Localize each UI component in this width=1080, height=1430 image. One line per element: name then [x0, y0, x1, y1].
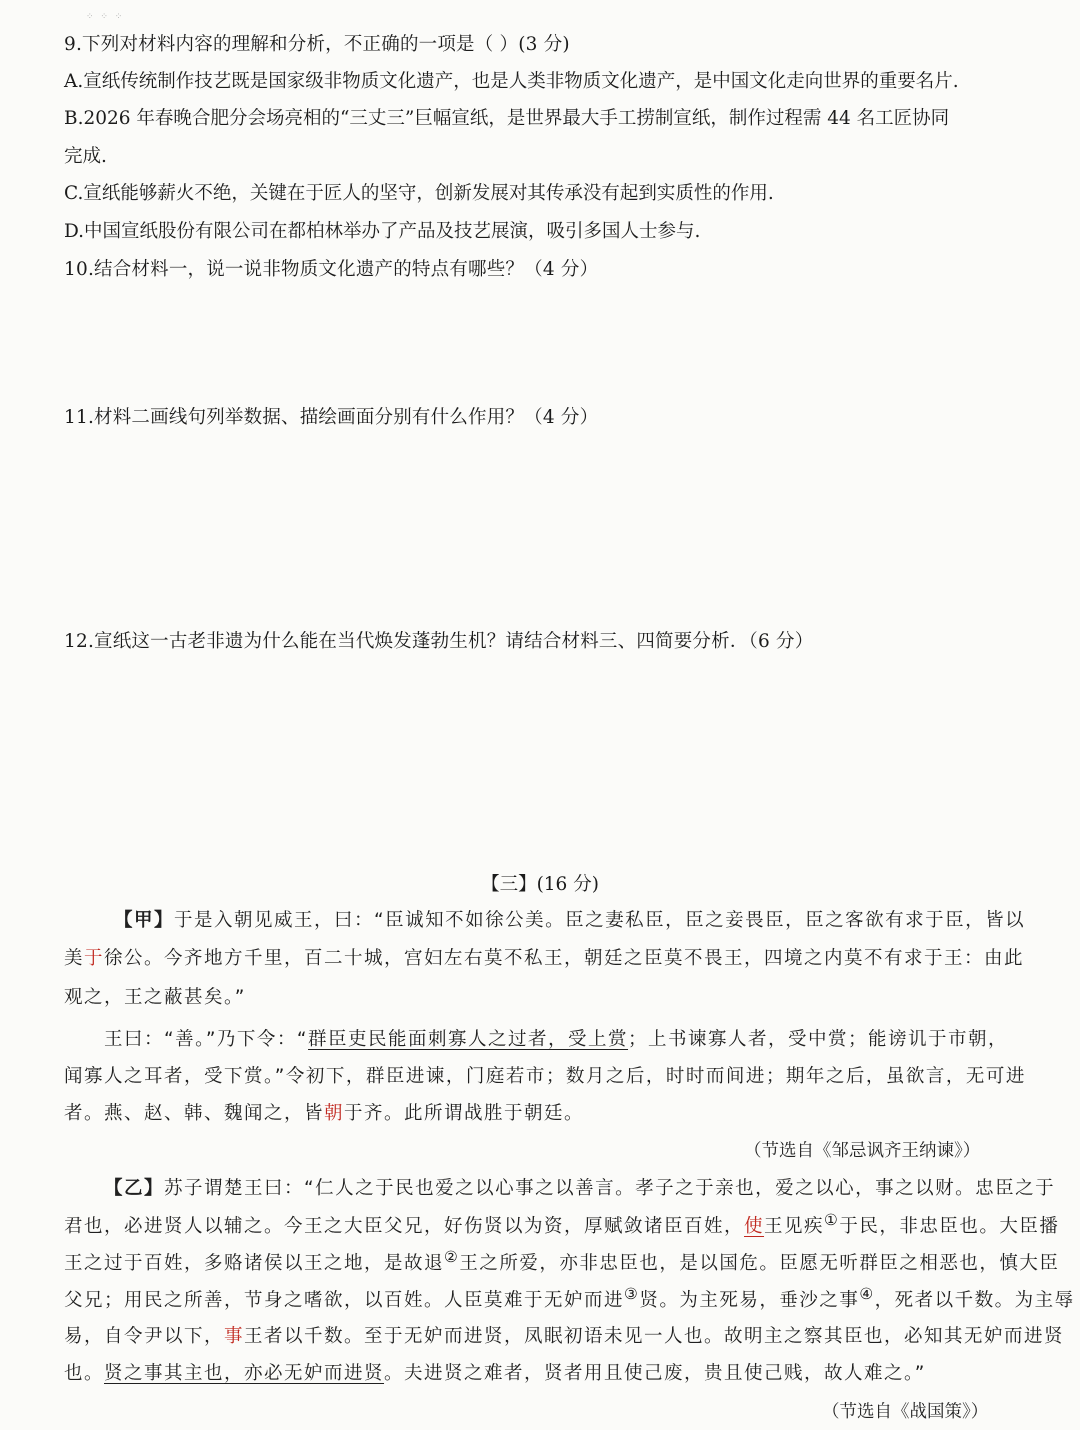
- yi-line-4: 父兄；用民之所善，节身之嗜欲，以百姓。人臣莫难于无妒而进③贤。为主死易，垂沙之事④，死者以千数。为主辱: [64, 1285, 1075, 1312]
- question-10: 10.结合材料一，说一说非物质文化遗产的特点有哪些？（4 分）: [64, 259, 599, 280]
- jia-line-2: 美于徐公。今齐地方千里，百二十城，宫妇左右莫不私王，朝廷之臣莫不畏王，四境之内莫不有求于王：由此: [64, 948, 1025, 969]
- jia-line-4: 王曰：“善。”乃下令：“群臣吏民能面刺寡人之过者，受上赏；上书谏寡人者，受中赏；能谤讥于市朝，: [104, 1029, 1009, 1050]
- yi-label: 【乙】: [104, 1178, 165, 1199]
- jia-underlined-sentence: 群臣吏民能面刺寡人之过者，受上赏: [308, 1029, 629, 1050]
- yi-source: （节选自《战国策》）: [822, 1402, 989, 1422]
- question-9-option-d: D.中国宣纸股份有限公司在都柏林举办了产品及技艺展演，吸引多国人士参与.: [64, 221, 701, 242]
- question-9-stem: 9.下列对材料内容的理解和分析，不正确的一项是（ ）(3 分): [64, 34, 570, 55]
- question-12: 12.宣纸这一古老非遗为什么能在当代焕发蓬勃生机？请结合材料三、四简要分析．（6 分）: [64, 631, 814, 652]
- footnote-1: ①: [824, 1211, 840, 1229]
- jia-line-6: 者。燕、赵、韩、魏闻之，皆朝于齐。此所谓战胜于朝廷。: [64, 1103, 585, 1124]
- jia-marked-char-chao: 朝: [324, 1103, 345, 1124]
- footnote-2: ②: [444, 1248, 460, 1266]
- yi-marked-char-shi2: 事: [224, 1326, 245, 1347]
- question-9-option-c: C.宣纸能够薪火不绝，关键在于匠人的坚守，创新发展对其传承没有起到实质性的作用.: [64, 183, 774, 204]
- yi-underlined-sentence: 贤之事其主也，亦必无妒而进贤: [104, 1363, 385, 1384]
- yi-line-5: 易，自令尹以下，事王者以千数。至于无妒而进贤，凤眠初语未见一人也。故明主之察其臣也，必知其无妒而进贤: [64, 1326, 1065, 1347]
- section-3-title: 【三】(16 分): [481, 874, 599, 895]
- footnote-4: ④: [859, 1285, 875, 1303]
- jia-line-5: 闻寡人之耳者，受下赏。”令初下，群臣进谏，门庭若市；数月之后，时时而间进；期年之后，虽欲言，无可进: [64, 1066, 1026, 1087]
- footnote-3: ③: [624, 1285, 640, 1303]
- question-9-option-b: B.2026 年春晚合肥分会场亮相的“三丈三”巨幅宣纸，是世界最大手工捞制宣纸，制作过程需 44 名工匠协同: [64, 108, 950, 129]
- question-9-option-a: A.宣纸传统制作技艺既是国家级非物质文化遗产，也是人类非物质文化遗产，是中国文化走向世界的重要名片.: [64, 71, 959, 92]
- yi-line-1: 【乙】苏子谓楚王曰：“仁人之于民也爱之以心事之以善言。孝子之于亲也，爱之以心，事之以财。忠臣之于: [104, 1178, 1056, 1199]
- question-11: 11.材料二画线句列举数据、描绘画面分别有什么作用？（4 分）: [64, 407, 599, 428]
- jia-label: 【甲】: [114, 910, 175, 931]
- yi-line-2: 君也，必进贤人以辅之。今王之大臣父兄，好伤贤以为资，厚赋敛诸臣百姓，使王见疾①于民，非忠臣也。大臣播: [64, 1211, 1060, 1238]
- jia-marked-char-yu: 于: [84, 948, 105, 969]
- yi-line-6: 也。贤之事其主也，亦必无妒而进贤。夫进贤之难者，贤者用且使己废，贵且使己贱，故人难之。”: [64, 1363, 926, 1384]
- jia-source: （节选自《邹忌讽齐王纳谏》）: [744, 1141, 981, 1161]
- yi-line-3: 王之过于百姓，多赂诸侯以王之地，是故退②王之所爱，亦非忠臣也，是以国危。臣愿无听群臣之相恶也，慎大臣: [64, 1248, 1060, 1275]
- corner-mark: ⁘ ⁘ ⁘: [86, 12, 125, 22]
- question-9-option-b-cont: 完成.: [64, 146, 107, 167]
- jia-line-1: 【甲】于是入朝见威王，曰：“臣诚知不如徐公美。臣之妻私臣，臣之妾畏臣，臣之客欲有求于臣，皆以: [114, 910, 1026, 931]
- jia-line-3: 观之，王之蔽甚矣。”: [64, 987, 246, 1008]
- yi-marked-char-shi: 使: [744, 1216, 765, 1238]
